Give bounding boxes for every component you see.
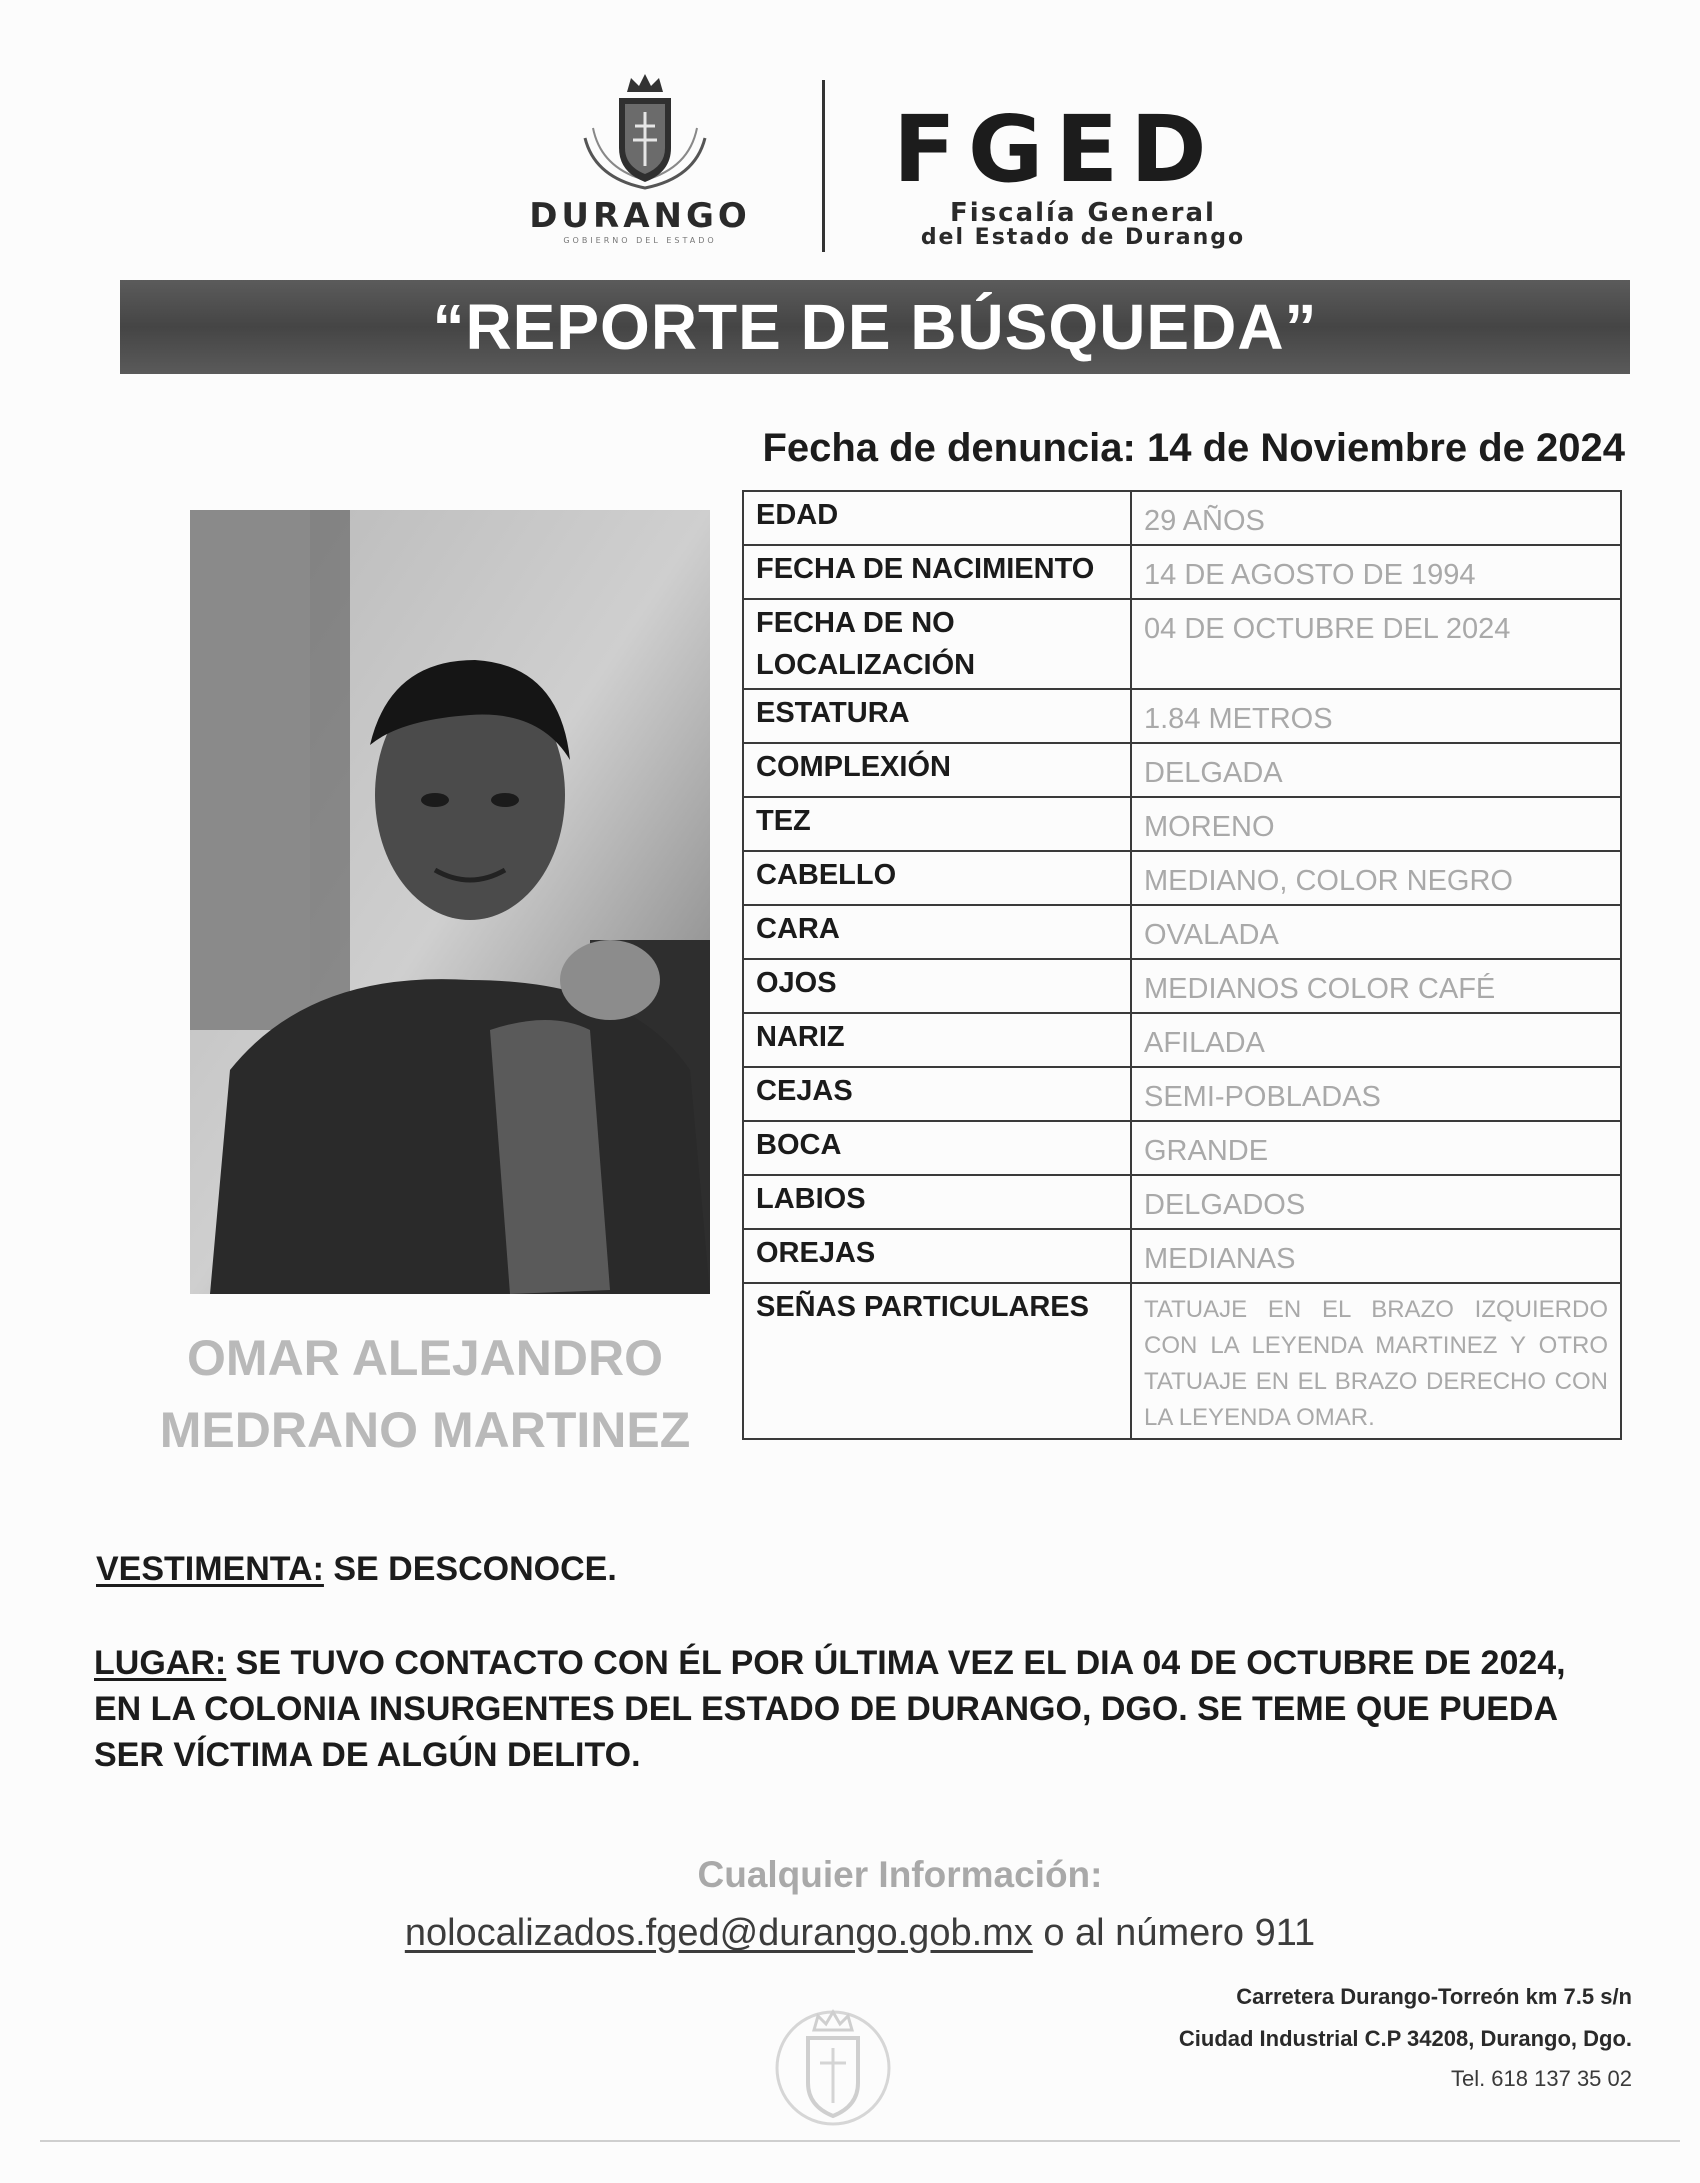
durango-crest-logo [575,68,715,198]
title-banner [120,280,1630,374]
detail-label: EDAD [743,491,1131,545]
detail-label: OJOS [743,959,1131,1013]
detail-row [743,491,1621,545]
clothing-paragraph [96,1546,1596,1592]
detail-label: LABIOS [743,1175,1131,1229]
address-line1: Carretera Durango-Torreón km 7.5 s/n [1236,1984,1632,2009]
detail-row [743,851,1621,905]
detail-value: GRANDE [1131,1121,1621,1175]
detail-value: MEDIANAS [1131,1229,1621,1283]
contact-email-link[interactable]: nolocalizados.fged@durango.gob.mx [404,1912,1033,1954]
detail-value: AFILADA [1131,1013,1621,1067]
place-label: LUGAR: [94,1644,227,1682]
detail-label: CEJAS [743,1067,1131,1121]
durango-subtitle: GOBIERNO DEL ESTADO [563,236,717,245]
detail-row [743,905,1621,959]
detail-value: DELGADA [1131,743,1621,797]
person-name-line2: MEDRANO MARTINEZ [159,1402,691,1458]
detail-label: FECHA DE NACIMIENTO [743,545,1131,599]
fged-name-line2: del Estado de Durango [920,225,1246,250]
footer-rule [40,2140,1680,2142]
detail-label: TEZ [743,797,1131,851]
detail-label: FECHA DE NO LOCALIZACIÓN [743,599,1131,689]
detail-row [743,959,1621,1013]
detail-row [743,743,1621,797]
detail-row [743,1013,1621,1067]
detail-value: 1.84 METROS [1131,689,1621,743]
detail-row [743,545,1621,599]
detail-label: ESTATURA [743,689,1131,743]
detail-label: CABELLO [743,851,1131,905]
detail-value: 04 DE OCTUBRE DEL 2024 [1131,599,1621,689]
detail-value: DELGADOS [1131,1175,1621,1229]
detail-label: COMPLEXIÓN [743,743,1131,797]
missing-person-photo [190,510,710,1294]
person-details-table [742,490,1622,1440]
detail-value: 29 AÑOS [1131,491,1621,545]
detail-value: MEDIANO, COLOR NEGRO [1131,851,1621,905]
contact-heading: Cualquier Información: [697,1854,1103,1895]
detail-label: SEÑAS PARTICULARES [743,1283,1131,1439]
detail-row [743,1229,1621,1283]
detail-row [743,1283,1621,1439]
detail-row [743,1175,1621,1229]
clothing-label: VESTIMENTA: [96,1550,324,1588]
detail-value: MORENO [1131,797,1621,851]
contact-phone-text: o al número 911 [1032,1912,1316,1954]
place-paragraph [94,1640,1604,1778]
durango-wordmark: DURANGO [529,196,751,236]
missing-person-name [130,1322,720,1466]
detail-row [743,689,1621,743]
detail-label: OREJAS [743,1229,1131,1283]
footer-seal-icon [758,1988,908,2138]
detail-value: TATUAJE EN EL BRAZO IZQUIERDO CON LA LEYENDA MARTINEZ Y OTRO TATUAJE EN EL BRAZO DERECHO CON LA LEYENDA OMAR. [1131,1283,1621,1439]
detail-value: MEDIANOS COLOR CAFÉ [1131,959,1621,1013]
detail-value: OVALADA [1131,905,1621,959]
address-phone: Tel. 618 137 35 02 [1450,2066,1632,2091]
place-text: SE TUVO CONTACTO CON ÉL POR ÚLTIMA VEZ EL DIA 04 DE OCTUBRE DE 2024, EN LA COLONIA INSURGENTES DEL ESTADO DE DURANGO, DGO. SE TEME QUE PUEDA SER VÍCTIMA DE ALGÚN DELITO. [94,1644,1566,1774]
detail-row [743,1121,1621,1175]
clothing-text: SE DESCONOCE. [323,1550,617,1588]
detail-value: SEMI-POBLADAS [1131,1067,1621,1121]
detail-row [743,1067,1621,1121]
person-name-line1: OMAR ALEJANDRO [187,1330,663,1386]
detail-label: NARIZ [743,1013,1131,1067]
detail-label: BOCA [743,1121,1131,1175]
fged-name-line1: Fiscalía General [950,198,1216,228]
detail-row [743,797,1621,851]
detail-value: 14 DE AGOSTO DE 1994 [1131,545,1621,599]
contact-line [260,1912,1460,1955]
report-date: Fecha de denuncia: 14 de Noviembre de 2024 [762,426,1625,470]
fged-wordmark: FGED [893,96,1219,203]
detail-label: CARA [743,905,1131,959]
address-line2: Ciudad Industrial C.P 34208, Durango, Dgo. [1178,2026,1632,2051]
detail-row [743,599,1621,689]
page-title: “REPORTE DE BÚSQUEDA” [432,291,1318,363]
header-divider [822,80,825,252]
